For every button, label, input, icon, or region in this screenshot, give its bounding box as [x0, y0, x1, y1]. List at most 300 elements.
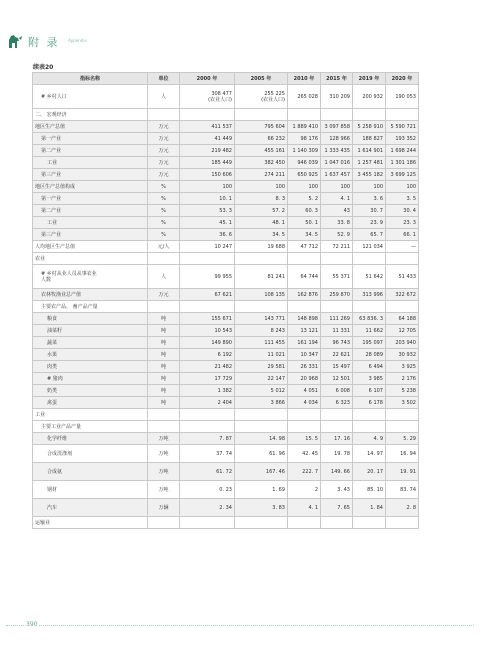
table-header-row	[33, 73, 419, 85]
cell-2019: 65. 7	[353, 229, 386, 241]
table-row	[33, 181, 419, 193]
row-label-text-line2: 人数	[41, 276, 52, 283]
cell-2020: 51 433	[386, 265, 419, 289]
cell-2020: 3 925	[386, 361, 419, 373]
cell-2019: 3 455 182	[353, 169, 386, 181]
statistics-table	[32, 72, 419, 529]
cell-2010: 650 925	[288, 169, 321, 181]
table-section-row	[33, 301, 419, 313]
cell-2015: 1 047 016	[321, 157, 353, 169]
cell-2015: 72 211	[321, 241, 353, 253]
cell-2010	[288, 517, 321, 529]
cell-2019	[353, 109, 386, 121]
cell-2000: 6 192	[180, 349, 235, 361]
table-row	[33, 289, 419, 301]
cell-2000	[180, 301, 235, 313]
cell-2019	[353, 421, 386, 433]
cell-2000	[180, 253, 235, 265]
cell-2015	[321, 301, 353, 313]
cell-2020: 66. 1	[386, 229, 419, 241]
cell-2015	[321, 517, 353, 529]
row-unit: 人	[148, 265, 180, 289]
cell-2015: 111 269	[321, 313, 353, 325]
row-unit	[148, 409, 180, 421]
cell-2005: 100	[235, 181, 288, 193]
cell-2020: 1 698 244	[386, 145, 419, 157]
cell-2005: 108 135	[235, 289, 288, 301]
cell-2005: 61. 96	[235, 445, 288, 463]
row-label	[33, 145, 148, 157]
cell-2020: 83. 74	[386, 481, 419, 499]
cell-2000: 67 621	[180, 289, 235, 301]
row-label-text: 地区生产总值	[35, 123, 66, 130]
cell-2015: 12 501	[321, 373, 353, 385]
cell-2000	[180, 517, 235, 529]
table-row	[33, 121, 419, 133]
cell-2010: 98 176	[288, 133, 321, 145]
row-unit	[148, 421, 180, 433]
row-label-text: 农业	[35, 255, 46, 262]
row-label	[33, 265, 148, 289]
table-row	[33, 193, 419, 205]
cell-2019: 313 996	[353, 289, 386, 301]
cell-2005: 795 604	[235, 121, 288, 133]
cell-2015: 128 966	[321, 133, 353, 145]
row-unit: 元/人	[148, 241, 180, 253]
row-unit: 万元	[148, 157, 180, 169]
row-label-text: # 乡村人口	[41, 93, 67, 100]
row-unit: 吨	[148, 385, 180, 397]
cell-2020: 2 176	[386, 373, 419, 385]
table-row	[33, 481, 419, 499]
cell-2005: 3. 83	[235, 499, 288, 517]
cell-2005: 455 161	[235, 145, 288, 157]
cell-2010: 1 889 410	[288, 121, 321, 133]
row-label	[33, 373, 148, 385]
row-label	[33, 313, 148, 325]
row-label	[33, 421, 148, 433]
row-label-text: 合成洗涤剂	[47, 450, 73, 457]
cell-2000: 10. 1	[180, 193, 235, 205]
cell-2000: 37. 74	[180, 445, 235, 463]
cell-2015: 1 333 435	[321, 145, 353, 157]
table-row	[33, 361, 419, 373]
row-label-text: 二、 宏观经济	[35, 111, 67, 118]
row-label-text: 肉类	[47, 363, 58, 370]
row-label-text: 农林牧渔业总产值	[41, 291, 82, 298]
cell-2019	[353, 253, 386, 265]
row-label	[33, 241, 148, 253]
row-unit: 万辆	[148, 499, 180, 517]
row-unit	[148, 109, 180, 121]
cell-2005: 11 021	[235, 349, 288, 361]
table-row	[33, 499, 419, 517]
cell-2020	[386, 421, 419, 433]
section-subtitle: Appendix	[68, 38, 87, 43]
row-unit: 万元	[148, 145, 180, 157]
cell-2005: 143 771	[235, 313, 288, 325]
row-unit: 吨	[148, 313, 180, 325]
cell-2010: 161 194	[288, 337, 321, 349]
cell-2020: 5. 29	[386, 433, 419, 445]
cell-2000: 21 482	[180, 361, 235, 373]
cell-2020: 1 301 186	[386, 157, 419, 169]
cell-2005	[235, 517, 288, 529]
cell-2020: 3 699 125	[386, 169, 419, 181]
cell-2000: 2 404	[180, 397, 235, 409]
table-row	[33, 217, 419, 229]
row-label	[33, 445, 148, 463]
cell-2010	[288, 301, 321, 313]
cell-2020	[386, 253, 419, 265]
row-unit: 万元	[148, 169, 180, 181]
row-label-text: 合成氨	[47, 468, 63, 475]
row-unit: 吨	[148, 373, 180, 385]
row-label	[33, 289, 148, 301]
cell-2010: 42. 45	[288, 445, 321, 463]
row-label	[33, 85, 148, 109]
row-label	[33, 337, 148, 349]
cell-2019: 100	[353, 181, 386, 193]
cell-2015: 6 008	[321, 385, 353, 397]
horse-logo-icon	[6, 32, 24, 50]
cell-2000: 53. 3	[180, 205, 235, 217]
row-unit: %	[148, 193, 180, 205]
cell-2020: 5 590 721	[386, 121, 419, 133]
row-label-text: 第三产业	[41, 171, 62, 178]
cell-2000: 7. 87	[180, 433, 235, 445]
col-header-2005: 2005 年	[235, 73, 288, 85]
cell-2015	[321, 421, 353, 433]
cell-2015: 100	[321, 181, 353, 193]
row-label-text: 粮食	[47, 315, 58, 322]
row-unit: 万吨	[148, 445, 180, 463]
cell-2020: 30. 4	[386, 205, 419, 217]
table-row	[33, 325, 419, 337]
cell-2010: 148 898	[288, 313, 321, 325]
table-section-row	[33, 109, 419, 121]
row-label	[33, 517, 148, 529]
cell-2010: 4. 1	[288, 499, 321, 517]
cell-2005: 14. 98	[235, 433, 288, 445]
row-label	[33, 385, 148, 397]
row-label-text: 主要工业产品产量	[41, 423, 82, 430]
row-unit: 吨	[148, 349, 180, 361]
row-unit: %	[148, 229, 180, 241]
cell-2015: 52. 9	[321, 229, 353, 241]
cell-2020	[386, 301, 419, 313]
cell-2010: 47 712	[288, 241, 321, 253]
row-label-text: # 猪肉	[47, 375, 63, 382]
cell-2020	[386, 517, 419, 529]
table-row	[33, 145, 419, 157]
row-unit: 万吨	[148, 463, 180, 481]
cell-2015	[321, 409, 353, 421]
cell-2015: 43	[321, 205, 353, 217]
cell-2019: 3 985	[353, 373, 386, 385]
row-label-text: 奶类	[47, 387, 58, 394]
cell-2000: 150 606	[180, 169, 235, 181]
cell-2000: 61. 72	[180, 463, 235, 481]
cell-2019: 200 932	[353, 85, 386, 109]
row-label-text: 工业	[35, 411, 46, 418]
cell-2005: 8 243	[235, 325, 288, 337]
row-unit: %	[148, 217, 180, 229]
row-label	[33, 463, 148, 481]
cell-2000	[180, 109, 235, 121]
cell-2020: 193 352	[386, 133, 419, 145]
cell-2010: 15. 5	[288, 433, 321, 445]
cell-2005: 29 581	[235, 361, 288, 373]
cell-2000: 10 543	[180, 325, 235, 337]
cell-2010: 100	[288, 181, 321, 193]
cell-2010: 60. 3	[288, 205, 321, 217]
cell-2015: 17. 16	[321, 433, 353, 445]
cell-2010: 26 331	[288, 361, 321, 373]
table-row	[33, 445, 419, 463]
row-unit	[148, 253, 180, 265]
cell-2000: 0. 23	[180, 481, 235, 499]
row-unit: 吨	[148, 325, 180, 337]
cell-2019: 1 614 901	[353, 145, 386, 157]
cell-2020: 2. 8	[386, 499, 419, 517]
row-label-text: 化学纤维	[47, 435, 68, 442]
table-row	[33, 157, 419, 169]
cell-2020: 30 932	[386, 349, 419, 361]
row-label-text: 第二产业	[41, 207, 62, 214]
cell-2010: 222. 7	[288, 463, 321, 481]
cell-2015: 33. 8	[321, 217, 353, 229]
cell-2000: 100	[180, 181, 235, 193]
cell-2019: 1 257 481	[353, 157, 386, 169]
cell-2019: 6 494	[353, 361, 386, 373]
row-label	[33, 481, 148, 499]
table-row	[33, 313, 419, 325]
row-label	[33, 361, 148, 373]
cell-2015	[321, 109, 353, 121]
cell-2000: 155 671	[180, 313, 235, 325]
cell-2019: 6 178	[353, 397, 386, 409]
cell-2005: 19 688	[235, 241, 288, 253]
cell-value: 308 477	[211, 90, 232, 97]
row-label-text: 人均地区生产总值	[35, 243, 76, 250]
cell-2005	[235, 109, 288, 121]
row-label-text: 油菜籽	[47, 327, 63, 334]
cell-2010: 162 876	[288, 289, 321, 301]
cell-2019: 14. 97	[353, 445, 386, 463]
cell-2000: 17 729	[180, 373, 235, 385]
cell-2015: 19. 78	[321, 445, 353, 463]
row-label	[33, 499, 148, 517]
row-label	[33, 409, 148, 421]
cell-2000: 411 537	[180, 121, 235, 133]
row-unit: 吨	[148, 397, 180, 409]
cell-2020: 19. 91	[386, 463, 419, 481]
row-label	[33, 253, 148, 265]
row-label	[33, 205, 148, 217]
row-label-text: 第二产业	[41, 147, 62, 154]
row-label	[33, 193, 148, 205]
page-header	[6, 32, 474, 52]
table-row	[33, 265, 419, 289]
cell-2020: 3 502	[386, 397, 419, 409]
cell-2000: 99 955	[180, 265, 235, 289]
cell-2019: 11 662	[353, 325, 386, 337]
row-label-text: 蔬菜	[47, 339, 58, 346]
cell-2010: 2	[288, 481, 321, 499]
row-label-text: # 乡村从业人员从事农业	[41, 270, 97, 277]
cell-2015: 22 621	[321, 349, 353, 361]
row-unit: 万吨	[148, 481, 180, 499]
cell-2005: 274 211	[235, 169, 288, 181]
cell-2005: 22 147	[235, 373, 288, 385]
cell-2019: 20. 17	[353, 463, 386, 481]
row-label-text: 运输业	[35, 519, 51, 526]
cell-2010: 10 347	[288, 349, 321, 361]
cell-2015: 96 743	[321, 337, 353, 349]
table-row	[33, 397, 419, 409]
cell-2015: 4. 1	[321, 193, 353, 205]
row-label	[33, 325, 148, 337]
table-row	[33, 337, 419, 349]
cell-2015: 6 323	[321, 397, 353, 409]
row-label	[33, 433, 148, 445]
col-header-2015: 2015 年	[321, 73, 353, 85]
cell-2015	[321, 253, 353, 265]
cell-2015: 3 097 858	[321, 121, 353, 133]
cell-2019: 1. 84	[353, 499, 386, 517]
cell-2000: 45. 1	[180, 217, 235, 229]
row-unit: %	[148, 181, 180, 193]
cell-2000: 41 449	[180, 133, 235, 145]
col-header-2010: 2010 年	[288, 73, 321, 85]
cell-2005: 167. 46	[235, 463, 288, 481]
table-row	[33, 133, 419, 145]
cell-2015: 11 331	[321, 325, 353, 337]
table-section-row	[33, 253, 419, 265]
row-label-text: 禽蛋	[47, 399, 58, 406]
row-label-text: 钢材	[47, 486, 58, 493]
cell-2005	[235, 421, 288, 433]
table-section-row	[33, 409, 419, 421]
table-row	[33, 229, 419, 241]
table-row	[33, 463, 419, 481]
cell-2015: 259 870	[321, 289, 353, 301]
cell-2010: 64 744	[288, 265, 321, 289]
cell-2005: 57. 2	[235, 205, 288, 217]
cell-2019: 28 089	[353, 349, 386, 361]
cell-note: (农业人口)	[261, 96, 285, 103]
cell-2010: 1 140 309	[288, 145, 321, 157]
cell-2019	[353, 409, 386, 421]
row-label-text: 第一产业	[41, 195, 62, 202]
row-label-text: 工业	[47, 219, 58, 226]
table-row	[33, 85, 419, 109]
cell-2005	[235, 85, 288, 109]
cell-2010: 50. 1	[288, 217, 321, 229]
table-section-row	[33, 517, 419, 529]
row-label	[33, 157, 148, 169]
cell-2019	[353, 517, 386, 529]
cell-2000	[180, 409, 235, 421]
cell-2015: 15 497	[321, 361, 353, 373]
cell-2000: 1 382	[180, 385, 235, 397]
cell-2019: 51 642	[353, 265, 386, 289]
cell-2010: 4 034	[288, 397, 321, 409]
cell-2019: 188 827	[353, 133, 386, 145]
row-label-text: 主要农产品、 畜产品产量	[41, 303, 98, 310]
cell-2010: 946 039	[288, 157, 321, 169]
cell-2010: 5. 2	[288, 193, 321, 205]
cell-2010: 13 121	[288, 325, 321, 337]
cell-2005: 34. 5	[235, 229, 288, 241]
cell-2010: 20 968	[288, 373, 321, 385]
cell-2020: 203 940	[386, 337, 419, 349]
row-unit: 万元	[148, 133, 180, 145]
row-unit: 万吨	[148, 433, 180, 445]
cell-2010	[288, 109, 321, 121]
table-row	[33, 373, 419, 385]
table-section-row	[33, 421, 419, 433]
row-label-text: 地区生产总值构成	[35, 183, 76, 190]
row-label-text: 水果	[47, 351, 58, 358]
row-unit: 万元	[148, 121, 180, 133]
cell-2020: 23. 3	[386, 217, 419, 229]
cell-2019: 5 258 910	[353, 121, 386, 133]
section-title: 附 录	[28, 36, 60, 49]
cell-2019: 3. 6	[353, 193, 386, 205]
row-label-text: 工业	[47, 159, 58, 166]
cell-2020: 5 238	[386, 385, 419, 397]
cell-2019: 85. 10	[353, 481, 386, 499]
table-row	[33, 205, 419, 217]
cell-2005: 66 232	[235, 133, 288, 145]
col-header-2000: 2000 年	[180, 73, 235, 85]
cell-2015: 55 371	[321, 265, 353, 289]
cell-2020: —	[386, 241, 419, 253]
cell-2000: 149 890	[180, 337, 235, 349]
cell-2019: 63 836. 3	[353, 313, 386, 325]
cell-2005	[235, 409, 288, 421]
cell-note: (农业人口)	[208, 96, 232, 103]
row-label	[33, 217, 148, 229]
cell-2010	[288, 409, 321, 421]
cell-2000: 219 482	[180, 145, 235, 157]
cell-2019: 195 097	[353, 337, 386, 349]
row-unit	[148, 517, 180, 529]
cell-2019: 4. 9	[353, 433, 386, 445]
cell-2000: 10 247	[180, 241, 235, 253]
cell-2020	[386, 109, 419, 121]
col-header-name: 指标名称	[33, 73, 148, 85]
cell-2005: 48. 1	[235, 217, 288, 229]
cell-2010	[288, 421, 321, 433]
row-label	[33, 133, 148, 145]
cell-2005: 1. 69	[235, 481, 288, 499]
row-label	[33, 121, 148, 133]
cell-2005: 5 012	[235, 385, 288, 397]
cell-2020: 12 705	[386, 325, 419, 337]
table-row	[33, 385, 419, 397]
cell-2019: 30. 7	[353, 205, 386, 217]
row-unit: 吨	[148, 361, 180, 373]
row-unit	[148, 301, 180, 313]
row-label	[33, 397, 148, 409]
cell-2000: 36. 6	[180, 229, 235, 241]
continued-label: 续表20	[33, 64, 54, 71]
col-header-2020: 2020 年	[386, 73, 419, 85]
row-label	[33, 301, 148, 313]
